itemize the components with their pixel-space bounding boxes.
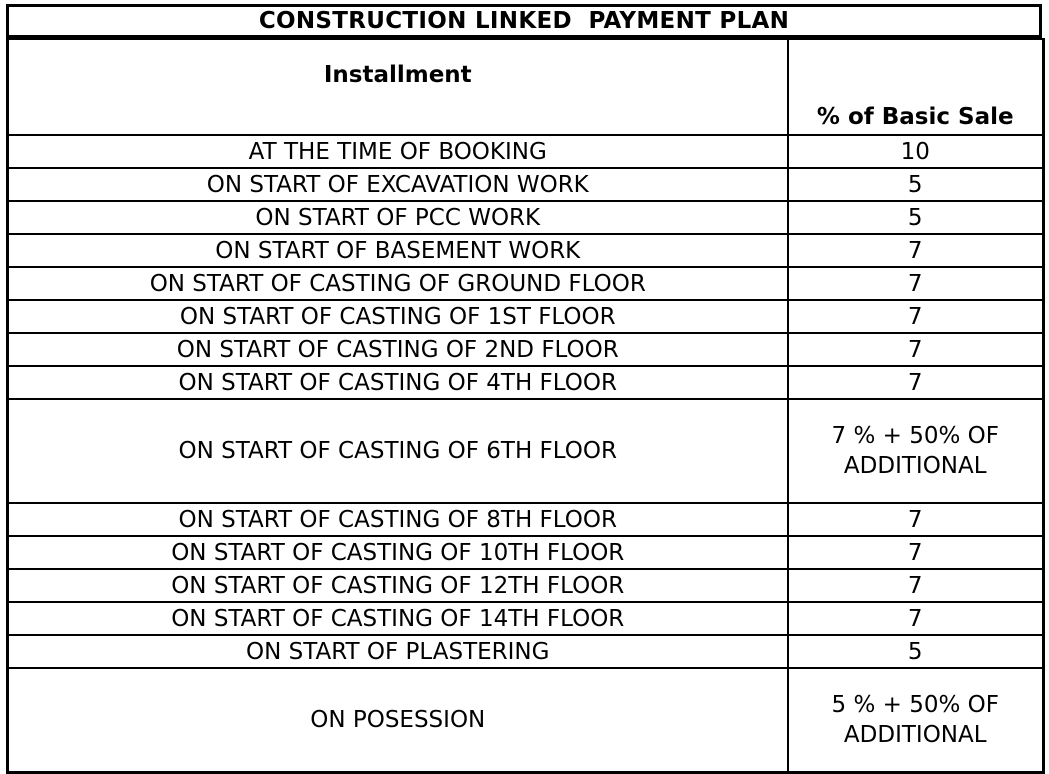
percent-cell: 7: [788, 602, 1044, 635]
percent-cell: 10: [788, 135, 1044, 168]
stage-cell: ON POSESSION: [8, 668, 788, 773]
stage-cell: ON START OF CASTING OF 4TH FLOOR: [8, 366, 788, 399]
table-row: [8, 300, 1044, 333]
percent-cell: 7: [788, 569, 1044, 602]
percent-cell: 5: [788, 168, 1044, 201]
percent-cell: 7: [788, 366, 1044, 399]
percent-cell: 7: [788, 333, 1044, 366]
payment-plan-table: [6, 38, 1045, 774]
table-row: [8, 135, 1044, 168]
stage-cell: ON START OF EXCAVATION WORK: [8, 168, 788, 201]
percent-cell: 7: [788, 536, 1044, 569]
table-row: [8, 536, 1044, 569]
table-row: [8, 168, 1044, 201]
stage-cell: ON START OF CASTING OF 10TH FLOOR: [8, 536, 788, 569]
percent-cell: 7: [788, 503, 1044, 536]
stage-cell: ON START OF CASTING OF 6TH FLOOR: [8, 399, 788, 503]
percent-cell: 7 % + 50% OF ADDITIONAL: [788, 399, 1044, 503]
table-row: [8, 201, 1044, 234]
percent-cell: 7: [788, 267, 1044, 300]
table-row: [8, 333, 1044, 366]
table-row: [8, 267, 1044, 300]
stage-cell: AT THE TIME OF BOOKING: [8, 135, 788, 168]
stage-cell: ON START OF CASTING OF 12TH FLOOR: [8, 569, 788, 602]
percent-cell: 7: [788, 234, 1044, 267]
stage-cell: ON START OF CASTING OF GROUND FLOOR: [8, 267, 788, 300]
table-row: [8, 635, 1044, 668]
table-row: [8, 668, 1044, 773]
percent-cell: 7: [788, 300, 1044, 333]
stage-cell: ON START OF PLASTERING: [8, 635, 788, 668]
percent-cell: 5: [788, 635, 1044, 668]
table-row: [8, 366, 1044, 399]
table-row: [8, 503, 1044, 536]
stage-cell: ON START OF PCC WORK: [8, 201, 788, 234]
table-row: [8, 602, 1044, 635]
stage-cell: ON START OF BASEMENT WORK: [8, 234, 788, 267]
installment-header: Installment: [8, 39, 788, 135]
table-row: [8, 234, 1044, 267]
table-row: [8, 399, 1044, 503]
page-title: CONSTRUCTION LINKED PAYMENT PLAN: [6, 4, 1042, 38]
percent-cell: 5: [788, 201, 1044, 234]
header-row: [8, 39, 1044, 135]
stage-cell: ON START OF CASTING OF 1ST FLOOR: [8, 300, 788, 333]
stage-cell: ON START OF CASTING OF 8TH FLOOR: [8, 503, 788, 536]
table-row: [8, 569, 1044, 602]
payment-plan: [6, 4, 1042, 774]
percent-header: % of Basic Sale: [788, 39, 1044, 135]
stage-cell: ON START OF CASTING OF 2ND FLOOR: [8, 333, 788, 366]
percent-cell: 5 % + 50% OF ADDITIONAL: [788, 668, 1044, 773]
stage-cell: ON START OF CASTING OF 14TH FLOOR: [8, 602, 788, 635]
